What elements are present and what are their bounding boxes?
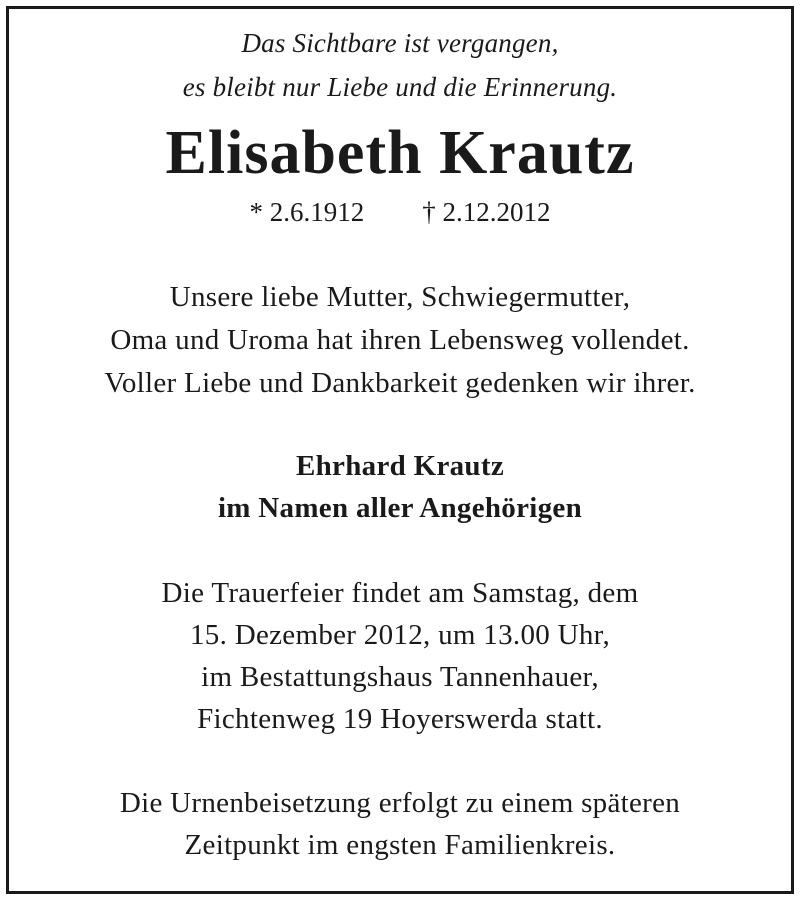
urn-line-1: Die Urnenbeisetzung erfolgt zu einem späteren [119,787,681,819]
deceased-name: Elisabeth Krautz [165,119,635,187]
ceremony-line-3: im Bestattungshaus Tannenhauer, [201,661,599,693]
ceremony-line-1: Die Trauerfeier findet am Samstag, dem [161,577,639,609]
life-dates [0,197,800,228]
message-line-3: Voller Liebe und Dankbarkeit gedenken wir ihrer. [104,367,696,399]
signature-name: Ehrhard Krautz [295,450,504,482]
message-line-1: Unsere liebe Mutter, Schwiegermutter, [169,281,631,313]
signature-note: im Namen aller Angehörigen [217,492,583,524]
motto-line-1: Das Sichtbare ist vergangen, [241,28,559,58]
message-line-2: Oma und Uroma hat ihren Lebensweg vollendet. [110,324,690,356]
death-date: † 2.12.2012 [422,197,551,227]
motto-line-2: es bleibt nur Liebe und die Erinnerung. [182,72,618,102]
ceremony-line-2: 15. Dezember 2012, um 13.00 Uhr, [190,619,610,651]
ceremony-line-4: Fichtenweg 19 Hoyerswerda statt. [197,703,603,735]
birth-date: * 2.6.1912 [249,197,365,227]
urn-line-2: Zeitpunkt im engsten Familienkreis. [184,829,616,861]
